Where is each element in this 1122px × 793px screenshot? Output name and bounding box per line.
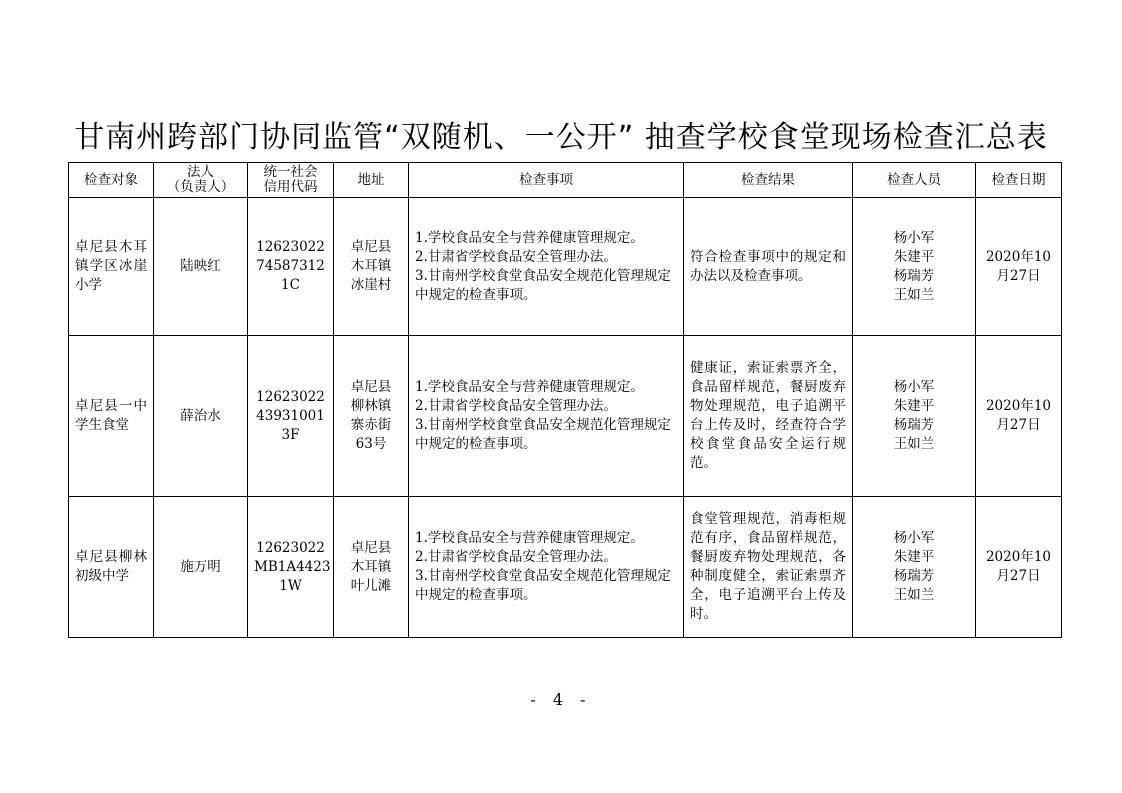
cell-inspectors: 杨小军 朱建平 杨瑞芳 王如兰 — [853, 336, 976, 497]
header-date: 检查日期 — [976, 163, 1062, 198]
table-row — [69, 336, 1062, 497]
cell-result: 食堂管理规范，消毒柜规范有序，食品留样规范，餐厨废弃物处理规范，各种制度健全，索证索票齐全，电子追溯平台上传及时。 — [684, 497, 853, 638]
cell-credit-code: 12623022 43931001 3F — [248, 336, 334, 497]
cell-credit-code: 12623022 74587312 1C — [248, 198, 334, 336]
cell-address: 卓尼县 木耳镇 叶儿滩 — [334, 497, 409, 638]
cell-address: 卓尼县 柳林镇 寨赤街 63号 — [334, 336, 409, 497]
cell-legal-person: 施万明 — [154, 497, 248, 638]
header-address: 地址 — [334, 163, 409, 198]
item-line: 1.学校食品安全与营养健康管理规定。 — [415, 379, 644, 395]
item-line: 3.甘南州学校食堂食品安全规范化管理规定中规定的检查事项。 — [415, 568, 671, 603]
cell-items — [409, 198, 684, 336]
cell-inspectors: 杨小军 朱建平 杨瑞芳 王如兰 — [853, 497, 976, 638]
header-target: 检查对象 — [69, 163, 154, 198]
cell-target: 卓尼县柳林初级中学 — [69, 497, 154, 638]
cell-inspectors: 杨小军 朱建平 杨瑞芳 王如兰 — [853, 198, 976, 336]
table-header-row — [69, 163, 1062, 198]
cell-legal-person: 薛治水 — [154, 336, 248, 497]
item-line: 2.甘肃省学校食品安全管理办法。 — [415, 398, 617, 414]
cell-result: 符合检查事项中的规定和办法以及检查事项。 — [684, 198, 853, 336]
cell-items — [409, 497, 684, 638]
item-line: 3.甘南州学校食堂食品安全规范化管理规定中规定的检查事项。 — [415, 267, 671, 303]
header-result: 检查结果 — [684, 163, 853, 198]
cell-target: 卓尼县一中学生食堂 — [69, 336, 154, 497]
table-row — [69, 198, 1062, 336]
item-line: 1.学校食品安全与营养健康管理规定。 — [415, 530, 644, 546]
cell-address: 卓尼县 木耳镇 冰崖村 — [334, 198, 409, 336]
cell-date: 2020年10 月27日 — [976, 336, 1062, 497]
inspection-summary-table — [68, 162, 1062, 638]
table-row — [69, 497, 1062, 638]
cell-legal-person: 陆映红 — [154, 198, 248, 336]
cell-target: 卓尼县木耳镇学区冰崖小学 — [69, 198, 154, 336]
cell-items — [409, 336, 684, 497]
header-legal-person: 法人 （负责人） — [154, 163, 248, 198]
page-title: 甘南州跨部门协同监管“双随机、一公开” 抽查学校食堂现场检查汇总表 — [74, 120, 1048, 155]
cell-result: 健康证，索证索票齐全，食品留样规范，餐厨废弃物处理规范，电子追溯平台上传及时，经查符合学校食堂食品安全运行规范。 — [684, 336, 853, 497]
cell-date: 2020年10 月27日 — [976, 198, 1062, 336]
item-line: 1.学校食品安全与营养健康管理规定。 — [415, 229, 644, 246]
header-credit-code: 统一社会 信用代码 — [248, 163, 334, 198]
item-line: 2.甘肃省学校食品安全管理办法。 — [415, 549, 617, 565]
header-inspectors: 检查人员 — [853, 163, 976, 198]
cell-credit-code: 12623022 MB1A4423 1W — [248, 497, 334, 638]
cell-date: 2020年10 月27日 — [976, 497, 1062, 638]
item-line: 3.甘南州学校食堂食品安全规范化管理规定中规定的检查事项。 — [415, 417, 671, 452]
item-line: 2.甘肃省学校食品安全管理办法。 — [415, 248, 617, 265]
page-number: - 4 - — [530, 690, 592, 709]
header-items: 检查事项 — [409, 163, 684, 198]
